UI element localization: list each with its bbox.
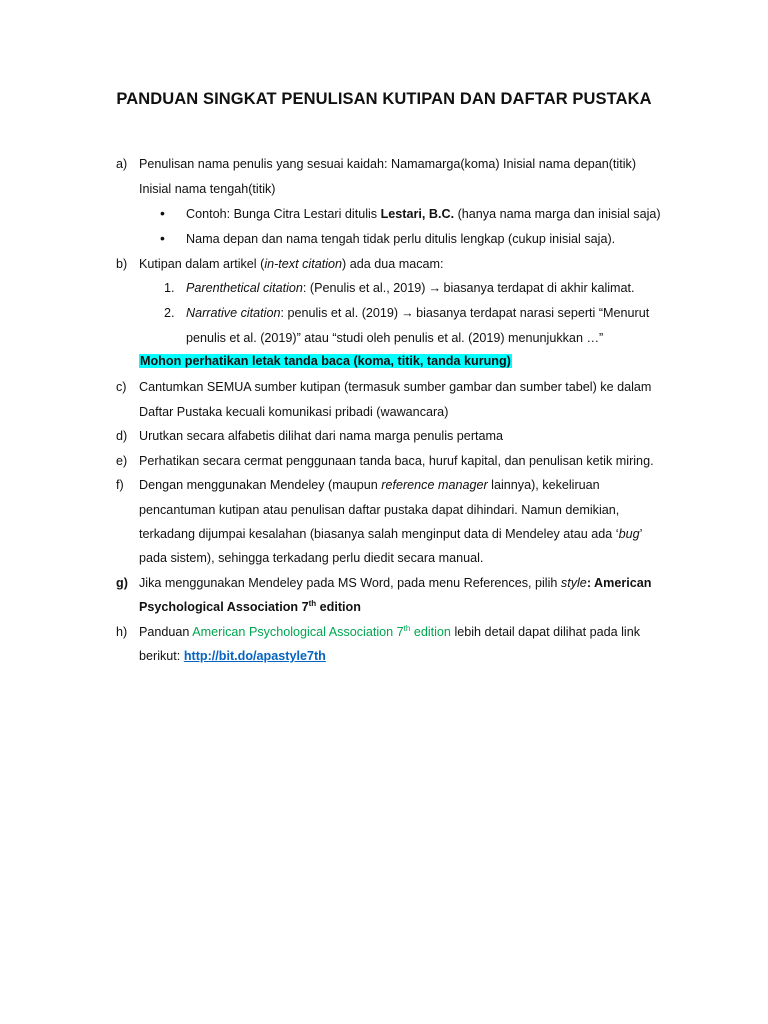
marker-h: h): [116, 625, 128, 639]
item-f-line2: pencantuman kutipan atau penulisan daftar pustaka dapat dihindari. Namun demikian,: [139, 503, 620, 517]
marker-f: f): [116, 478, 124, 492]
item-f-line1: [139, 476, 600, 494]
item-f-text3: terkadang dijumpai kesalahan (biasanya salah menginput data di Mendeley atau ada ‘: [139, 527, 619, 541]
item-h-apa: American Psychological Association 7: [192, 625, 404, 639]
item-a-line1: Penulisan nama penulis yang sesuai kaidah: Namamarga(koma) Inisial nama depan(titik): [139, 157, 637, 171]
parenthetical-example: : (Penulis et al., 2019): [302, 281, 426, 295]
item-f-bug: bug: [618, 527, 640, 541]
item-d-line1: Urutkan secara alfabetis dilihat dari nama marga penulis pertama: [139, 429, 504, 443]
item-f-text-end: lainnya), kekeliruan: [491, 478, 600, 492]
item-b-italic: in-text citation: [264, 257, 343, 271]
item-g-line2: [139, 598, 361, 616]
marker-c: c): [116, 380, 127, 394]
item-h-text: Panduan: [139, 625, 190, 639]
arrow-right-icon: →: [401, 306, 414, 320]
marker-g: g): [116, 576, 128, 590]
highlight-note: [139, 352, 512, 370]
page-title: PANDUAN SINGKAT PENULISAN KUTIPAN DAN DAFTAR PUSTAKA: [116, 90, 652, 108]
item-g-edition: edition: [316, 600, 361, 614]
marker-1: 1.: [164, 281, 175, 295]
marker-e: e): [116, 454, 128, 468]
item-b-line1: [139, 255, 444, 273]
apa-guide-link[interactable]: http://bit.do/apastyle7th: [183, 649, 326, 663]
marker-d: d): [116, 429, 128, 443]
item-a-bullet2: Nama depan dan nama tengah tidak perlu ditulis lengkap (cukup inisial saja).: [186, 232, 616, 246]
item-a-bullet1: [186, 205, 661, 223]
item-g-apa: Psychological Association 7: [139, 600, 309, 614]
marker-b: b): [116, 257, 128, 271]
item-g-italic: style: [560, 576, 587, 590]
item-g-line1: [139, 574, 651, 592]
parenthetical-note: biasanya terdapat di akhir kalimat.: [443, 281, 635, 295]
item-b-num2: [186, 304, 649, 322]
item-a-bullet1-note: (hanya nama marga dan inisial saja): [457, 207, 661, 221]
highlighted-text: Mohon perhatikan letak tanda baca (koma, titik, tanda kurung): [140, 354, 511, 368]
narrative-label: Narrative citation: [186, 306, 281, 320]
narrative-example: : penulis et al. (2019): [280, 306, 399, 320]
parenthetical-label: Parenthetical citation: [186, 281, 303, 295]
item-f-italic: reference manager: [381, 478, 488, 492]
arrow-right-icon: →: [428, 281, 442, 295]
item-g-style: : American: [586, 576, 652, 590]
narrative-note: biasanya terdapat narasi seperti “Menurut: [416, 306, 650, 320]
bullet-icon: •: [160, 205, 165, 221]
item-h-line1: [139, 623, 640, 641]
item-h-text-end: lebih detail dapat dilihat pada link: [454, 625, 640, 639]
item-f-quote: ’: [639, 527, 643, 541]
item-f-text: Dengan menggunakan Mendeley (maupun: [139, 478, 378, 492]
marker-a: a): [116, 157, 128, 171]
item-b-num2-line2: penulis et al. (2019)” atau “studi oleh penulis et al. (2019) menunjukkan …”: [186, 331, 604, 345]
item-h-sup: th: [403, 624, 411, 633]
item-e-line1: Perhatikan secara cermat penggunaan tanda baca, huruf kapital, dan penulisan ketik miring.: [139, 454, 654, 468]
item-h-prefix: berikut:: [139, 649, 181, 663]
item-h-line2: [139, 647, 326, 665]
item-f-line3: [139, 525, 642, 543]
item-b-num1: [186, 279, 635, 297]
item-g-sup: th: [308, 599, 317, 608]
marker-2: 2.: [164, 306, 175, 320]
item-h-edition: edition: [410, 625, 451, 639]
item-g-text: Jika menggunakan Mendeley pada MS Word, pada menu References, pilih: [139, 576, 558, 590]
item-c-line1: Cantumkan SEMUA sumber kutipan (termasuk sumber gambar dan sumber tabel) ke dalam: [139, 380, 652, 394]
item-a-line2: Inisial nama tengah(titik): [139, 182, 276, 196]
item-a-bullet1-text: Contoh: Bunga Citra Lestari ditulis: [186, 207, 378, 221]
item-b-text-end: ) ada dua macam:: [342, 257, 444, 271]
bullet-icon: •: [160, 230, 165, 246]
item-f-line4: pada sistem), sehingga terkadang perlu diedit secara manual.: [139, 551, 484, 565]
item-a-bullet1-name: Lestari, B.C.: [380, 207, 455, 221]
item-b-text: Kutipan dalam artikel (: [139, 257, 265, 271]
item-c-line2: Daftar Pustaka kecuali komunikasi pribadi (wawancara): [139, 405, 449, 419]
